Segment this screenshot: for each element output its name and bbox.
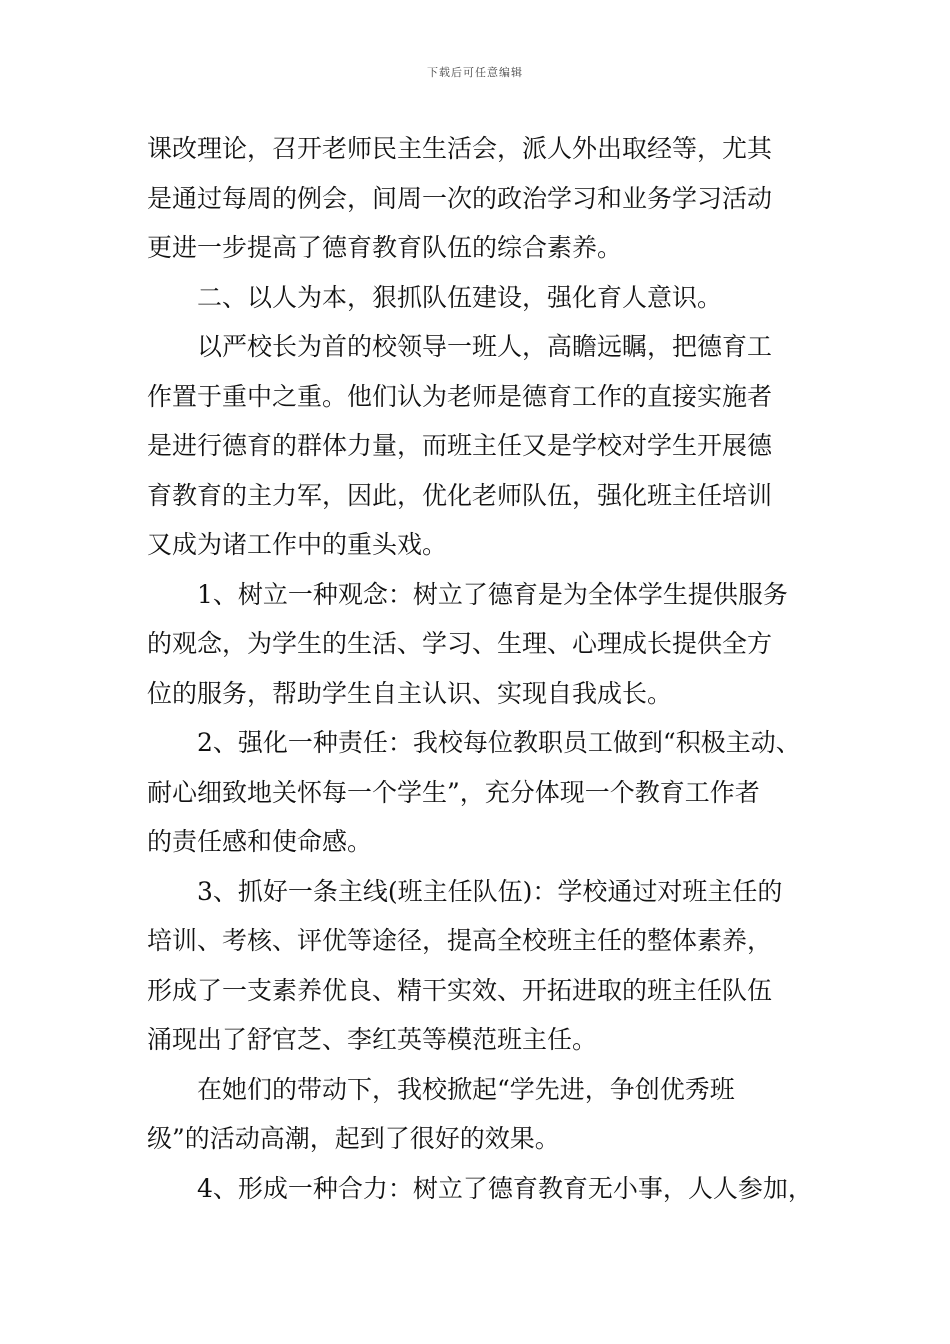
text-line: 的观念，为学生的生活、学习、生理、心理成长提供全方 — [147, 629, 773, 658]
text-line: 的责任感和使命感。 — [147, 827, 373, 856]
text-line: 2、强化一种责任：我校每位教职员工做到“积极主动、 — [197, 728, 801, 757]
text-line: 涌现出了舒官芝、李红英等模范班主任。 — [147, 1025, 598, 1054]
text-line: 培训、考核、评优等途径，提高全校班主任的整体素养， — [147, 926, 773, 955]
text-line: 育教育的主力军，因此，优化老师队伍，强化班主任培训 — [147, 480, 773, 510]
document-body — [147, 124, 815, 1213]
text-line: 3、抓好一条主线(班主任队伍)：学校通过对班主任的 — [197, 876, 783, 906]
text-line: 更进一步提高了德育教育队伍的综合素养。 — [147, 233, 623, 262]
text-line: 形成了一支素养优良、精干实效、开拓进取的班主任队伍 — [147, 975, 773, 1005]
text-line: 位的服务，帮助学生自主认识、实现自我成长。 — [147, 678, 673, 708]
text-line: 4、形成一种合力：树立了德育教育无小事，人人参加， — [197, 1173, 813, 1203]
text-line: 又成为诸工作中的重头戏。 — [147, 530, 448, 559]
text-line: 二、以人为本，狠抓队伍建设，强化育人意识。 — [197, 282, 723, 312]
text-line: 课改理论，召开老师民主生活会，派人外出取经等，尤其 — [147, 134, 773, 163]
text-line: 在她们的带动下，我校掀起“学先进，争创优秀班 — [197, 1074, 735, 1104]
page-header: 下载后可任意编辑 — [427, 66, 523, 79]
text-line: 耐心细致地关怀每一个学生”，充分体现一个教育工作者 — [147, 777, 760, 807]
text-line: 作置于重中之重。他们认为老师是德育工作的直接实施者 — [147, 381, 773, 411]
text-line: 以严校长为首的校领导一班人，高瞻远瞩，把德育工 — [197, 332, 773, 361]
text-line: 1、树立一种观念：树立了德育是为全体学生提供服务 — [197, 579, 788, 609]
text-line: 是通过每周的例会，间周一次的政治学习和业务学习活动 — [147, 183, 773, 213]
text-line: 是进行德育的群体力量，而班主任又是学校对学生开展德 — [147, 431, 773, 460]
text-line: 级”的活动高潮，起到了很好的效果。 — [147, 1124, 560, 1153]
